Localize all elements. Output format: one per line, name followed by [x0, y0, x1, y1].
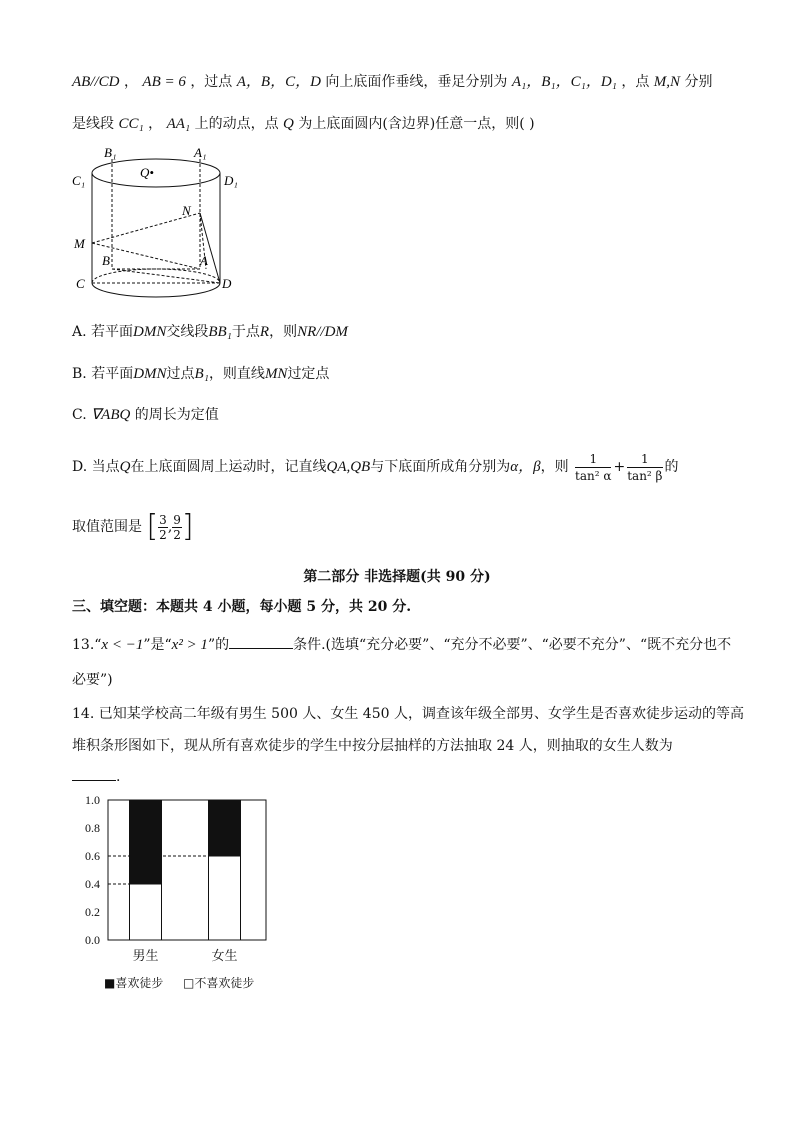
- legend-marker-like: ■: [104, 976, 116, 990]
- q12-line1: AB//CD ， AB = 6 ，过点 A，B，C，D 向上底面作垂线，垂足分别为 A₁，B₁，C₁，D₁ ，点 M,N 分别: [72, 74, 713, 90]
- label-m: M: [74, 236, 85, 251]
- range-upper: $\frac{9}{2}$: [173, 512, 181, 542]
- q13-line2: 必要”): [72, 672, 113, 688]
- q12-cond-parallel: AB//CD: [72, 74, 120, 90]
- y-tick-label: 0.4: [85, 877, 100, 891]
- q12-cond-length: AB = 6: [142, 74, 186, 90]
- label-b1: B₁: [104, 145, 117, 160]
- bar-dislike: [130, 884, 162, 940]
- x-tick-label: 女生: [211, 948, 238, 963]
- option-c: C. ∇ABQ 的周长为定值: [72, 407, 219, 423]
- q12-line2: 是线段 CC₁ ， AA₁ 上的动点，点 Q 为上底面圆内(含边界)任意一点，则( ): [72, 116, 535, 132]
- legend-marker-dislike: □: [183, 976, 195, 990]
- option-d-range: 取值范围是 [ $\frac{3}{2}$ , $\frac{9}{2}$ ]: [72, 509, 194, 544]
- bar-like: [209, 800, 241, 856]
- y-tick-label: 0.6: [85, 849, 100, 863]
- stacked-bar-chart: [66, 790, 286, 970]
- label-c1: C₁: [72, 173, 86, 188]
- chart-legend: [104, 974, 254, 991]
- bar-like: [130, 800, 162, 884]
- label-a1: A₁: [194, 145, 207, 160]
- y-tick-label: 0.8: [85, 821, 100, 835]
- section-title: 第二部分 非选择题(共 90 分): [303, 569, 491, 585]
- fraction-alpha: $\frac{1}{\text{tan² α}}$: [575, 451, 612, 483]
- label-d1: D₁: [224, 173, 238, 188]
- q14-line1: 14. 已知某学校高二年级有男生 500 人、女生 450 人，调查该年级全部男、女学生是否喜欢徒步运动的等高: [72, 706, 744, 722]
- label-n: N: [182, 203, 191, 218]
- y-tick-label: 0.0: [85, 933, 100, 947]
- label-a: A: [200, 253, 208, 268]
- option-d: D. 当点Q在上底面圆周上运动时，记直线QA,QB与下底面所成角分别为α，β，则 $\frac{1}{\text{tan² α}}$ + $\frac{1}{\text{tan² β}}$ 的: [72, 451, 679, 483]
- q13-answer-blank[interactable]: [229, 634, 293, 649]
- range-lower: $\frac{3}{2}$: [159, 512, 167, 542]
- label-c: C: [76, 276, 85, 291]
- y-tick-label: 0.2: [85, 905, 100, 919]
- x-tick-label: 男生: [132, 948, 159, 963]
- q14-answer-blank[interactable]: [72, 766, 116, 781]
- option-a: A. 若平面DMN交线段BB₁于点R，则NR//DM: [72, 324, 348, 340]
- q14-line3: .: [72, 766, 120, 787]
- legend-label-dislike: 不喜欢徒步: [194, 976, 255, 990]
- bar-dislike: [209, 856, 241, 940]
- label-q: Q•: [140, 165, 154, 180]
- y-tick-label: 1.0: [85, 793, 100, 807]
- cylinder-figure: [66, 145, 256, 300]
- label-d: D: [222, 276, 232, 291]
- label-b: B: [102, 253, 110, 268]
- option-b: B. 若平面DMN过点B₁，则直线MN过定点: [72, 366, 330, 382]
- fraction-beta: $\frac{1}{\text{tan² β}}$: [627, 451, 663, 483]
- legend-label-like: 喜欢徒步: [115, 976, 164, 990]
- q13-line1: 13.“x < −1”是“x² > 1”的 条件.(选填“充分必要”、“充分不必要”、“必要不充分”、“既不充分也不: [72, 634, 731, 655]
- part3-title: 三、填空题：本题共 4 小题，每小题 5 分，共 20 分.: [72, 599, 412, 615]
- q14-line2: 堆积条形图如下，现从所有喜欢徒步的学生中按分层抽样的方法抽取 24 人，则抽取的女生人数为: [72, 738, 673, 754]
